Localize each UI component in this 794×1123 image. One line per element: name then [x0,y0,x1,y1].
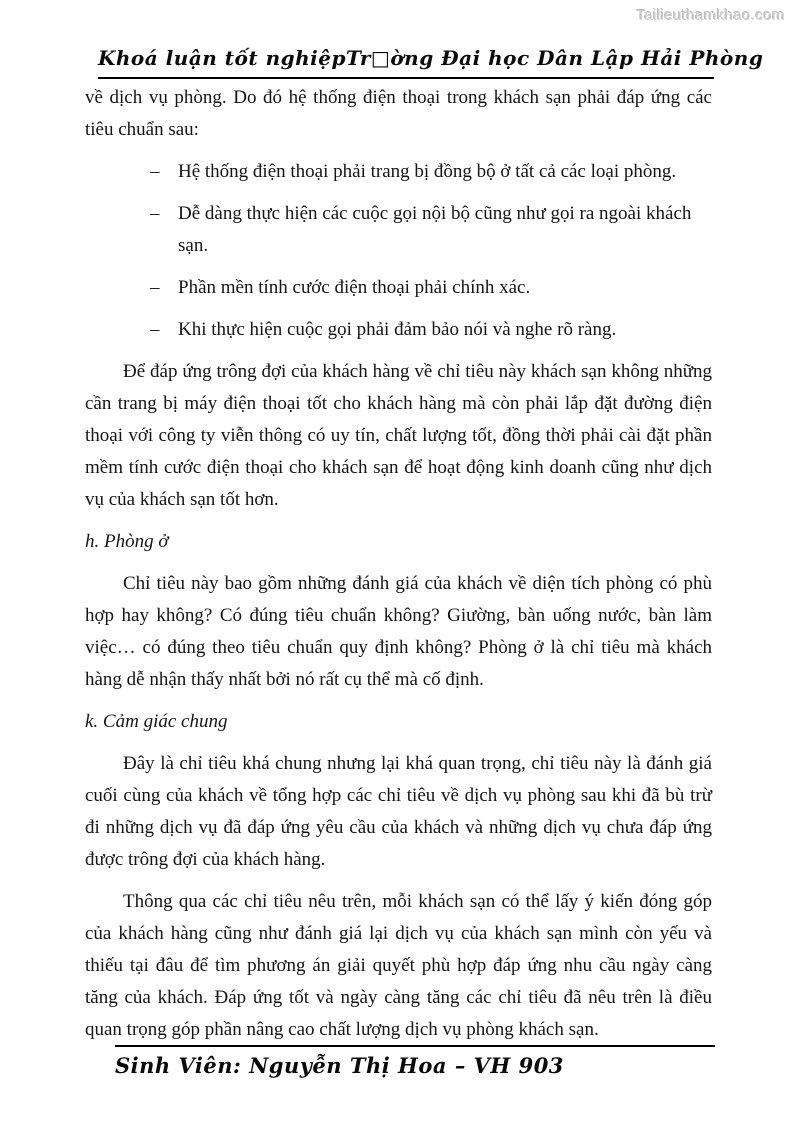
bullet-text: Khi thực hiện cuộc gọi phải đảm bảo nói và nghe rõ ràng. [178,319,617,340]
body-paragraph-summary: Thông qua các chỉ tiêu nêu trên, mỗi khách sạn có thể lấy ý kiến đóng góp của khách hàng cũng như đánh giá lại dịch vụ của khách sạn mình còn yếu và thiếu tại đâu để tìm phương án giải quyết phù hợp đáp ứng nhu cầu ngày càng tăng của khách. Đáp ứng tốt và ngày càng tăng các chỉ tiêu đã nêu trên là điều quan trọng góp phần nâng cao chất lượng dịch vụ phòng khách sạn. [85,891,712,1040]
dash-bullet-icon: – [150,319,160,340]
section-heading-general-feeling: k. Cảm giác chung [85,711,228,732]
section-heading-room: h. Phòng ở [85,531,169,552]
watermark-text: Tailieuthamkhao.com [636,7,785,24]
intro-paragraph: về dịch vụ phòng. Do đó hệ thống điện thoại trong khách sạn phải đáp ứng các tiêu chuẩn sau: [85,87,712,140]
bullet-item [85,314,712,346]
dash-bullet-icon: – [150,277,160,298]
header-right-title: Tr□ờng Đại học Dân Lập Hải Phòng [345,46,764,70]
bullet-item [85,156,712,188]
bullet-text: Phần mền tính cước điện thoại phải chính xác. [178,277,531,298]
body-paragraph-telephone: Để đáp ứng trông đợi của khách hàng về chỉ tiêu này khách sạn không những cần trang bị máy điện thoại tốt cho khách hàng mà còn phải lắp đặt đường điện thoại với công ty viễn thông có uy tín, chất lượng tốt, đồng thời phải cài đặt phần mềm tính cước điện thoại cho khách sạn để hoạt động kinh doanh cũng như dịch vụ của khách sạn tốt hơn. [85,361,712,510]
bullet-item [85,272,712,304]
header-left-title: Khoá luận tốt nghiệp [98,46,346,70]
bullet-item [85,198,712,262]
body-paragraph-general-feeling: Đây là chỉ tiêu khá chung nhưng lại khá quan trọng, chỉ tiêu này là đánh giá cuối cùng của khách về tổng hợp các chỉ tiêu về dịch vụ phòng sau khi đã bù trừ đi những dịch vụ đã đáp ứng yêu cầu của khách và những dịch vụ chưa đáp ứng được trông đợi của khách hàng. [85,753,712,870]
page-footer [115,1045,715,1078]
document-body [85,82,712,1056]
bullet-list [85,156,712,346]
body-paragraph-room: Chỉ tiêu này bao gồm những đánh giá của khách về diện tích phòng có phù hợp hay không? Có đúng tiêu chuẩn không? Giường, bàn uống nước, bàn làm việc… có đúng theo tiêu chuẩn quy định không? Phòng ở là chỉ tiêu mà khách hàng dễ nhận thấy nhất bởi nó rất cụ thể mà cố định. [85,573,712,690]
bullet-text: Dễ dàng thực hiện các cuộc gọi nội bộ cũng như gọi ra ngoài khách sạn. [178,203,692,256]
footer-student-text: Sinh Viên: Nguyễn Thị Hoa – VH 903 [115,1053,564,1078]
bullet-text: Hệ thống điện thoại phải trang bị đồng bộ ở tất cả các loại phòng. [178,161,677,182]
dash-bullet-icon: – [150,161,160,182]
page-header [98,46,764,79]
dash-bullet-icon: – [150,203,160,224]
